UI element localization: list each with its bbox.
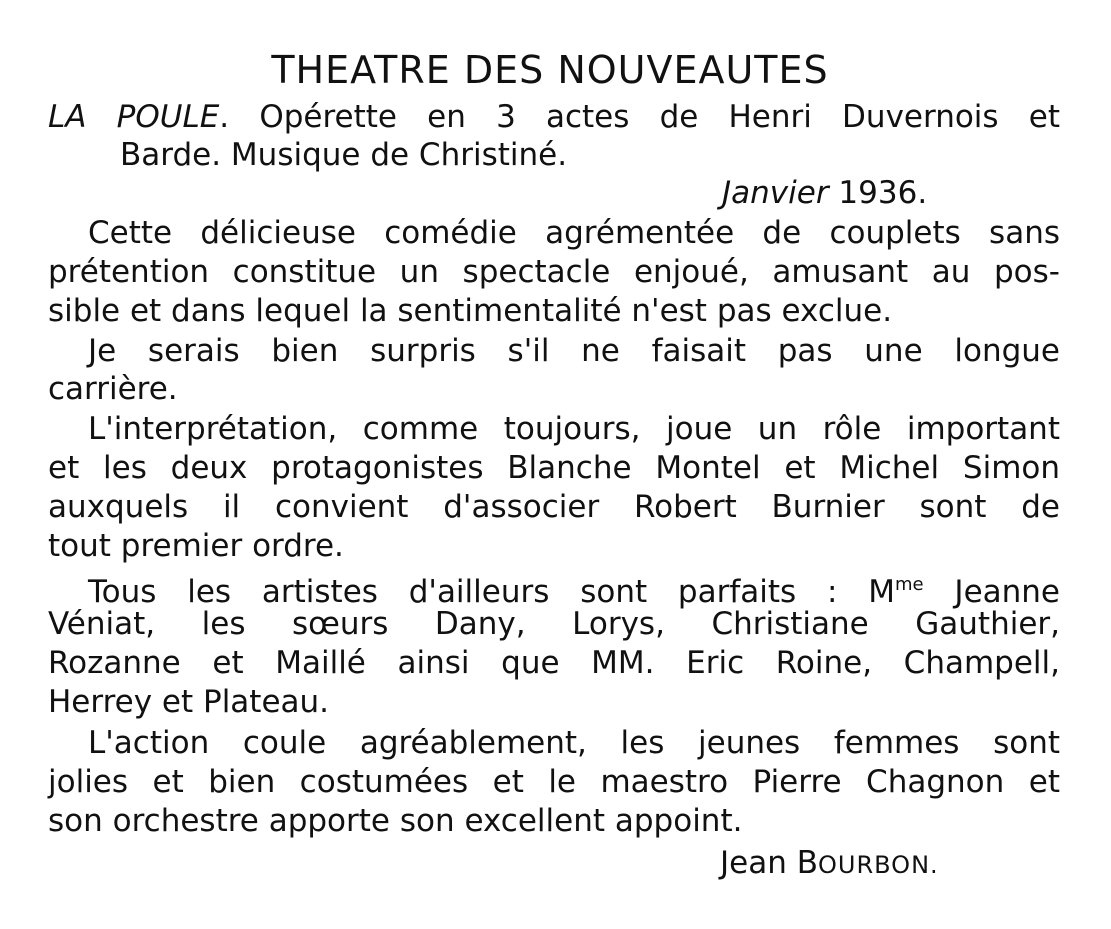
date-month: Janvier <box>722 175 829 211</box>
paragraph-5-line-3: son orchestre apporte son excellent appoint. <box>48 803 743 839</box>
paragraph-4-line-2: Véniat, les sœurs Dany, Lorys, Christiane Gauthier, <box>48 606 1060 642</box>
madame-superscript: me <box>895 574 924 595</box>
signature-first-name: Jean <box>720 845 787 881</box>
paragraph-3-line-2: et les deux protagonistes Blanche Montel et Michel Simon <box>48 450 1060 486</box>
play-info-line-1 <box>48 98 1060 136</box>
paragraph-2-line-1: Je serais bien surpris s'il ne faisait pas une longue <box>88 333 1060 369</box>
theatre-heading: THEATRE DES NOUVEAUTES <box>271 48 829 92</box>
review-date <box>722 174 927 212</box>
paragraph-3-line-3: auxquels il convient d'associer Robert Burnier sont de <box>48 489 1060 525</box>
signature-last-rest: OURBON. <box>818 851 939 879</box>
paragraph-5-line-2: jolies et bien costumées et le maestro Pierre Chagnon et <box>48 764 1060 800</box>
signature <box>720 844 939 884</box>
paragraph-4-text-b: Jeanne <box>923 574 1060 610</box>
paragraph-3-line-1: L'interprétation, comme toujours, joue un rôle important <box>88 411 1060 447</box>
paragraph-5-line-1: L'action coule agréablement, les jeunes femmes sont <box>88 725 1060 761</box>
paragraph-2-line-2: carrière. <box>48 371 178 407</box>
play-info-text-1: . Opérette en 3 actes de Henri Duvernois et <box>219 99 1060 135</box>
play-title: LA POULE <box>48 99 220 135</box>
paragraph-1-line-1: Cette délicieuse comédie agrémentée de couplets sans <box>88 215 1060 251</box>
date-year: 1936. <box>838 175 928 211</box>
paragraph-3-line-4: tout premier ordre. <box>48 528 344 564</box>
paragraph-4-text-a: Tous les artistes d'ailleurs sont parfaits : M <box>88 574 895 610</box>
signature-last-initial: B <box>796 845 818 881</box>
play-info-line-2: Barde. Musique de Christiné. <box>120 137 568 173</box>
paragraph-1-line-3: sible et dans lequel la sentimentalité n'est pas exclue. <box>48 293 893 329</box>
paragraph-4-line-3: Rozanne et Maillé ainsi que MM. Eric Roine, Champell, <box>48 645 1060 681</box>
paragraph-1-line-2: prétention constitue un spectacle enjoué, amusant au pos- <box>48 254 1060 290</box>
paragraph-4-line-4: Herrey et Plateau. <box>48 684 330 720</box>
